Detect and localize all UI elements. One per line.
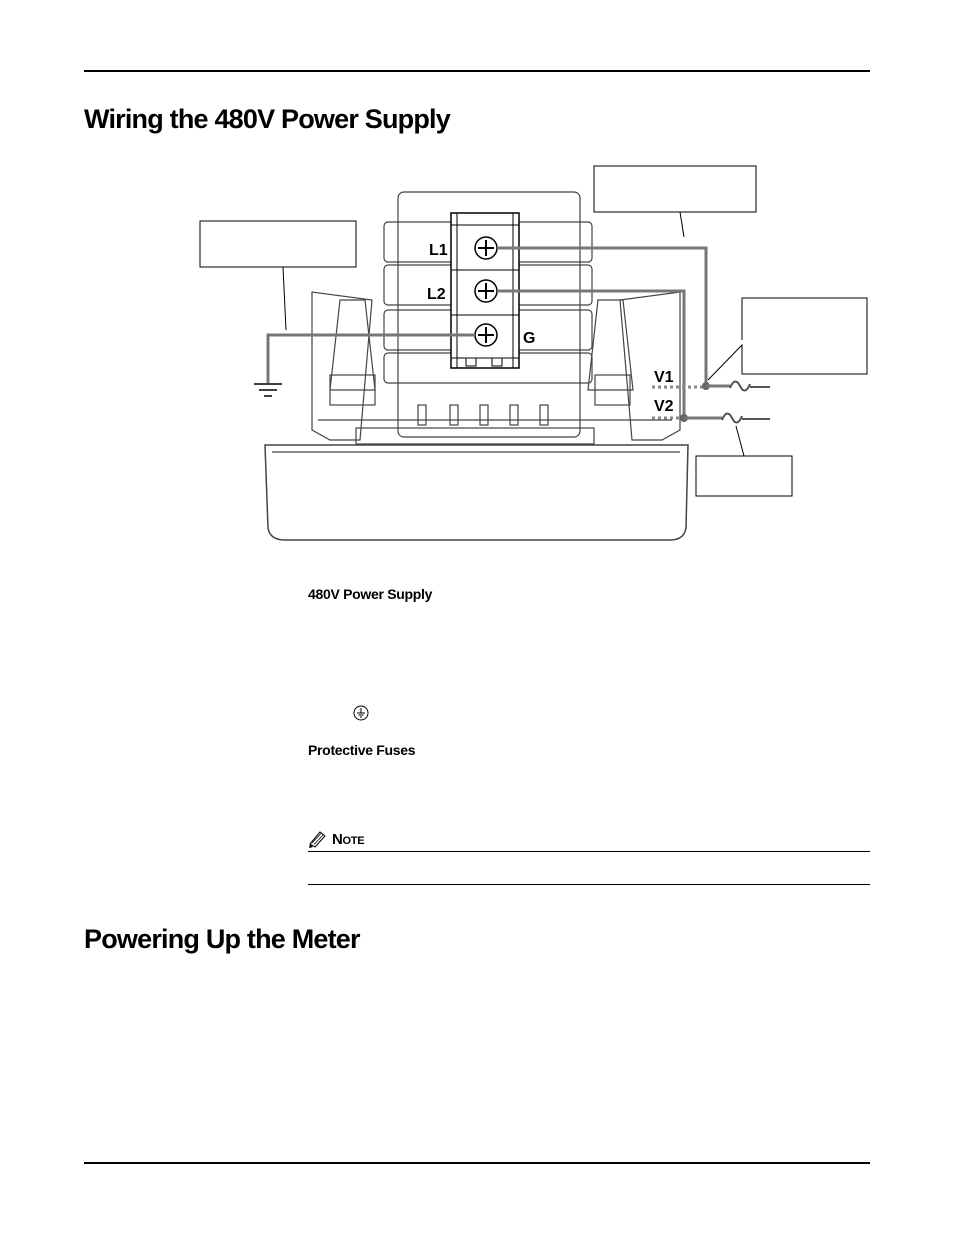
wiring-diagram [190, 160, 880, 560]
voltage-label-v2: V2 [654, 398, 674, 415]
wire-l1 [497, 248, 706, 385]
section-heading-wiring: Wiring the 480V Power Supply [84, 104, 450, 134]
callout-l1 [594, 166, 756, 237]
callout-fuse-bottom [696, 426, 792, 496]
top-rule [84, 70, 870, 72]
fuse-v2 [722, 413, 770, 422]
terminal-label-g: G [523, 330, 536, 347]
fuse-v1 [730, 381, 770, 390]
terminal-screw-l1 [475, 237, 497, 259]
ground-symbol [254, 384, 282, 396]
terminal-label-l2: L2 [427, 286, 446, 303]
terminal-screw-g [475, 324, 497, 346]
callout-fuse-top [708, 298, 867, 380]
voltage-label-v1: V1 [654, 369, 674, 386]
note-rule-top [308, 851, 870, 852]
section-heading-powering: Powering Up the Meter [84, 924, 360, 954]
note-label-rest: OTE [342, 834, 365, 847]
note-rule-bottom [308, 884, 870, 885]
note-header [308, 829, 364, 849]
pencil-note-icon [308, 830, 328, 848]
callout-ground [200, 221, 356, 330]
note-label-initial: N [332, 830, 343, 848]
bottom-rule [84, 1162, 870, 1164]
caption-power-supply: 480V Power Supply [308, 586, 433, 602]
protective-earth-icon [353, 705, 369, 721]
terminal-label-l1: L1 [429, 242, 448, 259]
terminal-screw-l2 [475, 280, 497, 302]
caption-protective-fuses: Protective Fuses [308, 742, 416, 758]
note-label [332, 831, 364, 848]
